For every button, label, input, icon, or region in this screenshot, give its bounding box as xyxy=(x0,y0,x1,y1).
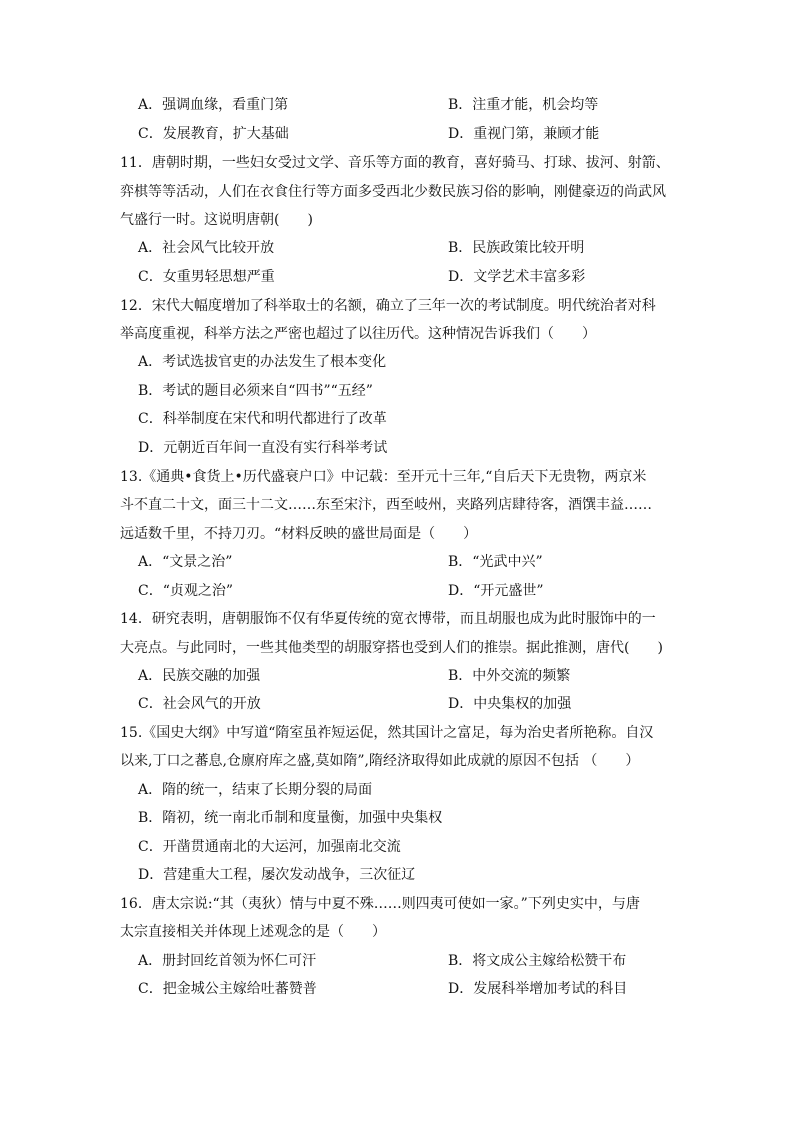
prev-option-c[interactable]: C．发展教育，扩大基础 xyxy=(138,126,289,142)
q16-option-d[interactable]: D．发展科举增加考试的科目 xyxy=(448,981,628,997)
q11-option-b[interactable]: B．民族政策比较开明 xyxy=(448,240,585,256)
q14-option-c[interactable]: C．社会风气的开放 xyxy=(138,696,261,712)
q16-option-a[interactable]: A．册封回纥首领为怀仁可汗 xyxy=(138,953,317,969)
q11-option-d[interactable]: D．文学艺术丰富多彩 xyxy=(448,269,586,285)
prev-option-a[interactable]: A．强调血缘，看重门第 xyxy=(138,97,289,113)
q13-option-a[interactable]: A．“文景之治” xyxy=(138,554,233,570)
q16-stem-line-1: 16．唐太宗说:“其（夷狄）情与中夏不殊……则四夷可使如一家。”下列史实中，与唐 xyxy=(120,896,640,912)
q16-option-c[interactable]: C．把金城公主嫁给吐蕃赞普 xyxy=(138,981,317,997)
q14-option-b[interactable]: B．中外交流的频繁 xyxy=(448,668,571,684)
q16-stem-line-2: 太宗直接相关并体现上述观念的是（ ） xyxy=(120,924,386,940)
q14-stem-line-2: 大亮点。与此同时，一些其他类型的胡服穿搭也受到人们的推崇。据此推测，唐代( ) xyxy=(120,640,663,656)
q13-stem-line-3: 远适数千里，不持刀刃。“材料反映的盛世局面是（ ） xyxy=(120,526,478,542)
q14-option-d[interactable]: D．中央集权的加强 xyxy=(448,696,572,712)
q15-stem-line-2: 以来,丁口之蕃息,仓廪府库之盛,莫如隋”,隋经济取得如此成就的原因不包括 （ ） xyxy=(120,753,640,769)
q12-option-c[interactable]: C．科举制度在宋代和明代都进行了改革 xyxy=(138,411,387,427)
q12-stem-line-1: 12．宋代大幅度增加了科举取士的名额，确立了三年一次的考试制度。明代统治者对科 xyxy=(120,298,656,314)
q11-stem-line-1: 11．唐朝时期，一些妇女受过文学、音乐等方面的教育，喜好骑马、打球、拔河、射箭、 xyxy=(120,155,670,171)
q12-option-a[interactable]: A．考试选拔官吏的办法发生了根本变化 xyxy=(138,354,387,370)
q15-option-a[interactable]: A．隋的统一，结束了长期分裂的局面 xyxy=(138,782,373,798)
q15-option-d[interactable]: D．营建重大工程，屡次发动战争，三次征辽 xyxy=(138,867,416,883)
q11-stem-line-2: 弈棋等等活动，人们在衣食住行等方面多受西北少数民族习俗的影响，刚健豪迈的尚武风 xyxy=(120,184,666,200)
q14-stem-line-1: 14．研究表明，唐朝服饰不仅有华夏传统的宽衣博带，而且胡服也成为此时服饰中的一 xyxy=(120,611,656,627)
q13-option-d[interactable]: D．“开元盛世” xyxy=(448,583,544,599)
q13-option-b[interactable]: B．“光武中兴” xyxy=(448,554,543,570)
q11-option-a[interactable]: A．社会风气比较开放 xyxy=(138,240,275,256)
q14-option-a[interactable]: A．民族交融的加强 xyxy=(138,668,261,684)
q12-option-d[interactable]: D．元朝近百年间一直没有实行科举考试 xyxy=(138,440,388,456)
q11-option-c[interactable]: C．女重男轻思想严重 xyxy=(138,269,275,285)
q11-stem-line-3: 气盛行一时。这说明唐朝( ) xyxy=(120,212,313,228)
q13-stem-line-1: 13.《通典•食货上•历代盛衰户口》中记载：至开元十三年,“自后天下无贵物，两京米 xyxy=(120,469,647,485)
q13-stem-line-2: 斗不直二十文，面三十二文……东至宋汴，西至岐州，夹路列店肆待客，酒馔丰益…… xyxy=(120,497,652,513)
q12-option-b[interactable]: B．考试的题目必须来自“四书”“五经” xyxy=(138,383,373,399)
q12-stem-line-2: 举高度重视，科举方法之严密也超过了以往历代。这种情况告诉我们（ ） xyxy=(120,326,596,342)
prev-option-d[interactable]: D．重视门第，兼顾才能 xyxy=(448,126,600,142)
q15-option-c[interactable]: C．开凿贯通南北的大运河，加强南北交流 xyxy=(138,839,401,855)
prev-option-b[interactable]: B．注重才能，机会均等 xyxy=(448,97,599,113)
q16-option-b[interactable]: B．将文成公主嫁给松赞干布 xyxy=(448,953,627,969)
q15-stem-line-1: 15.《国史大纲》中写道“隋室虽祚短运促，然其国计之富足，每为治史者所艳称。自汉 xyxy=(120,725,654,741)
q13-option-c[interactable]: C．“贞观之治” xyxy=(138,583,234,599)
q15-option-b[interactable]: B．隋初，统一南北币制和度量衡，加强中央集权 xyxy=(138,810,443,826)
